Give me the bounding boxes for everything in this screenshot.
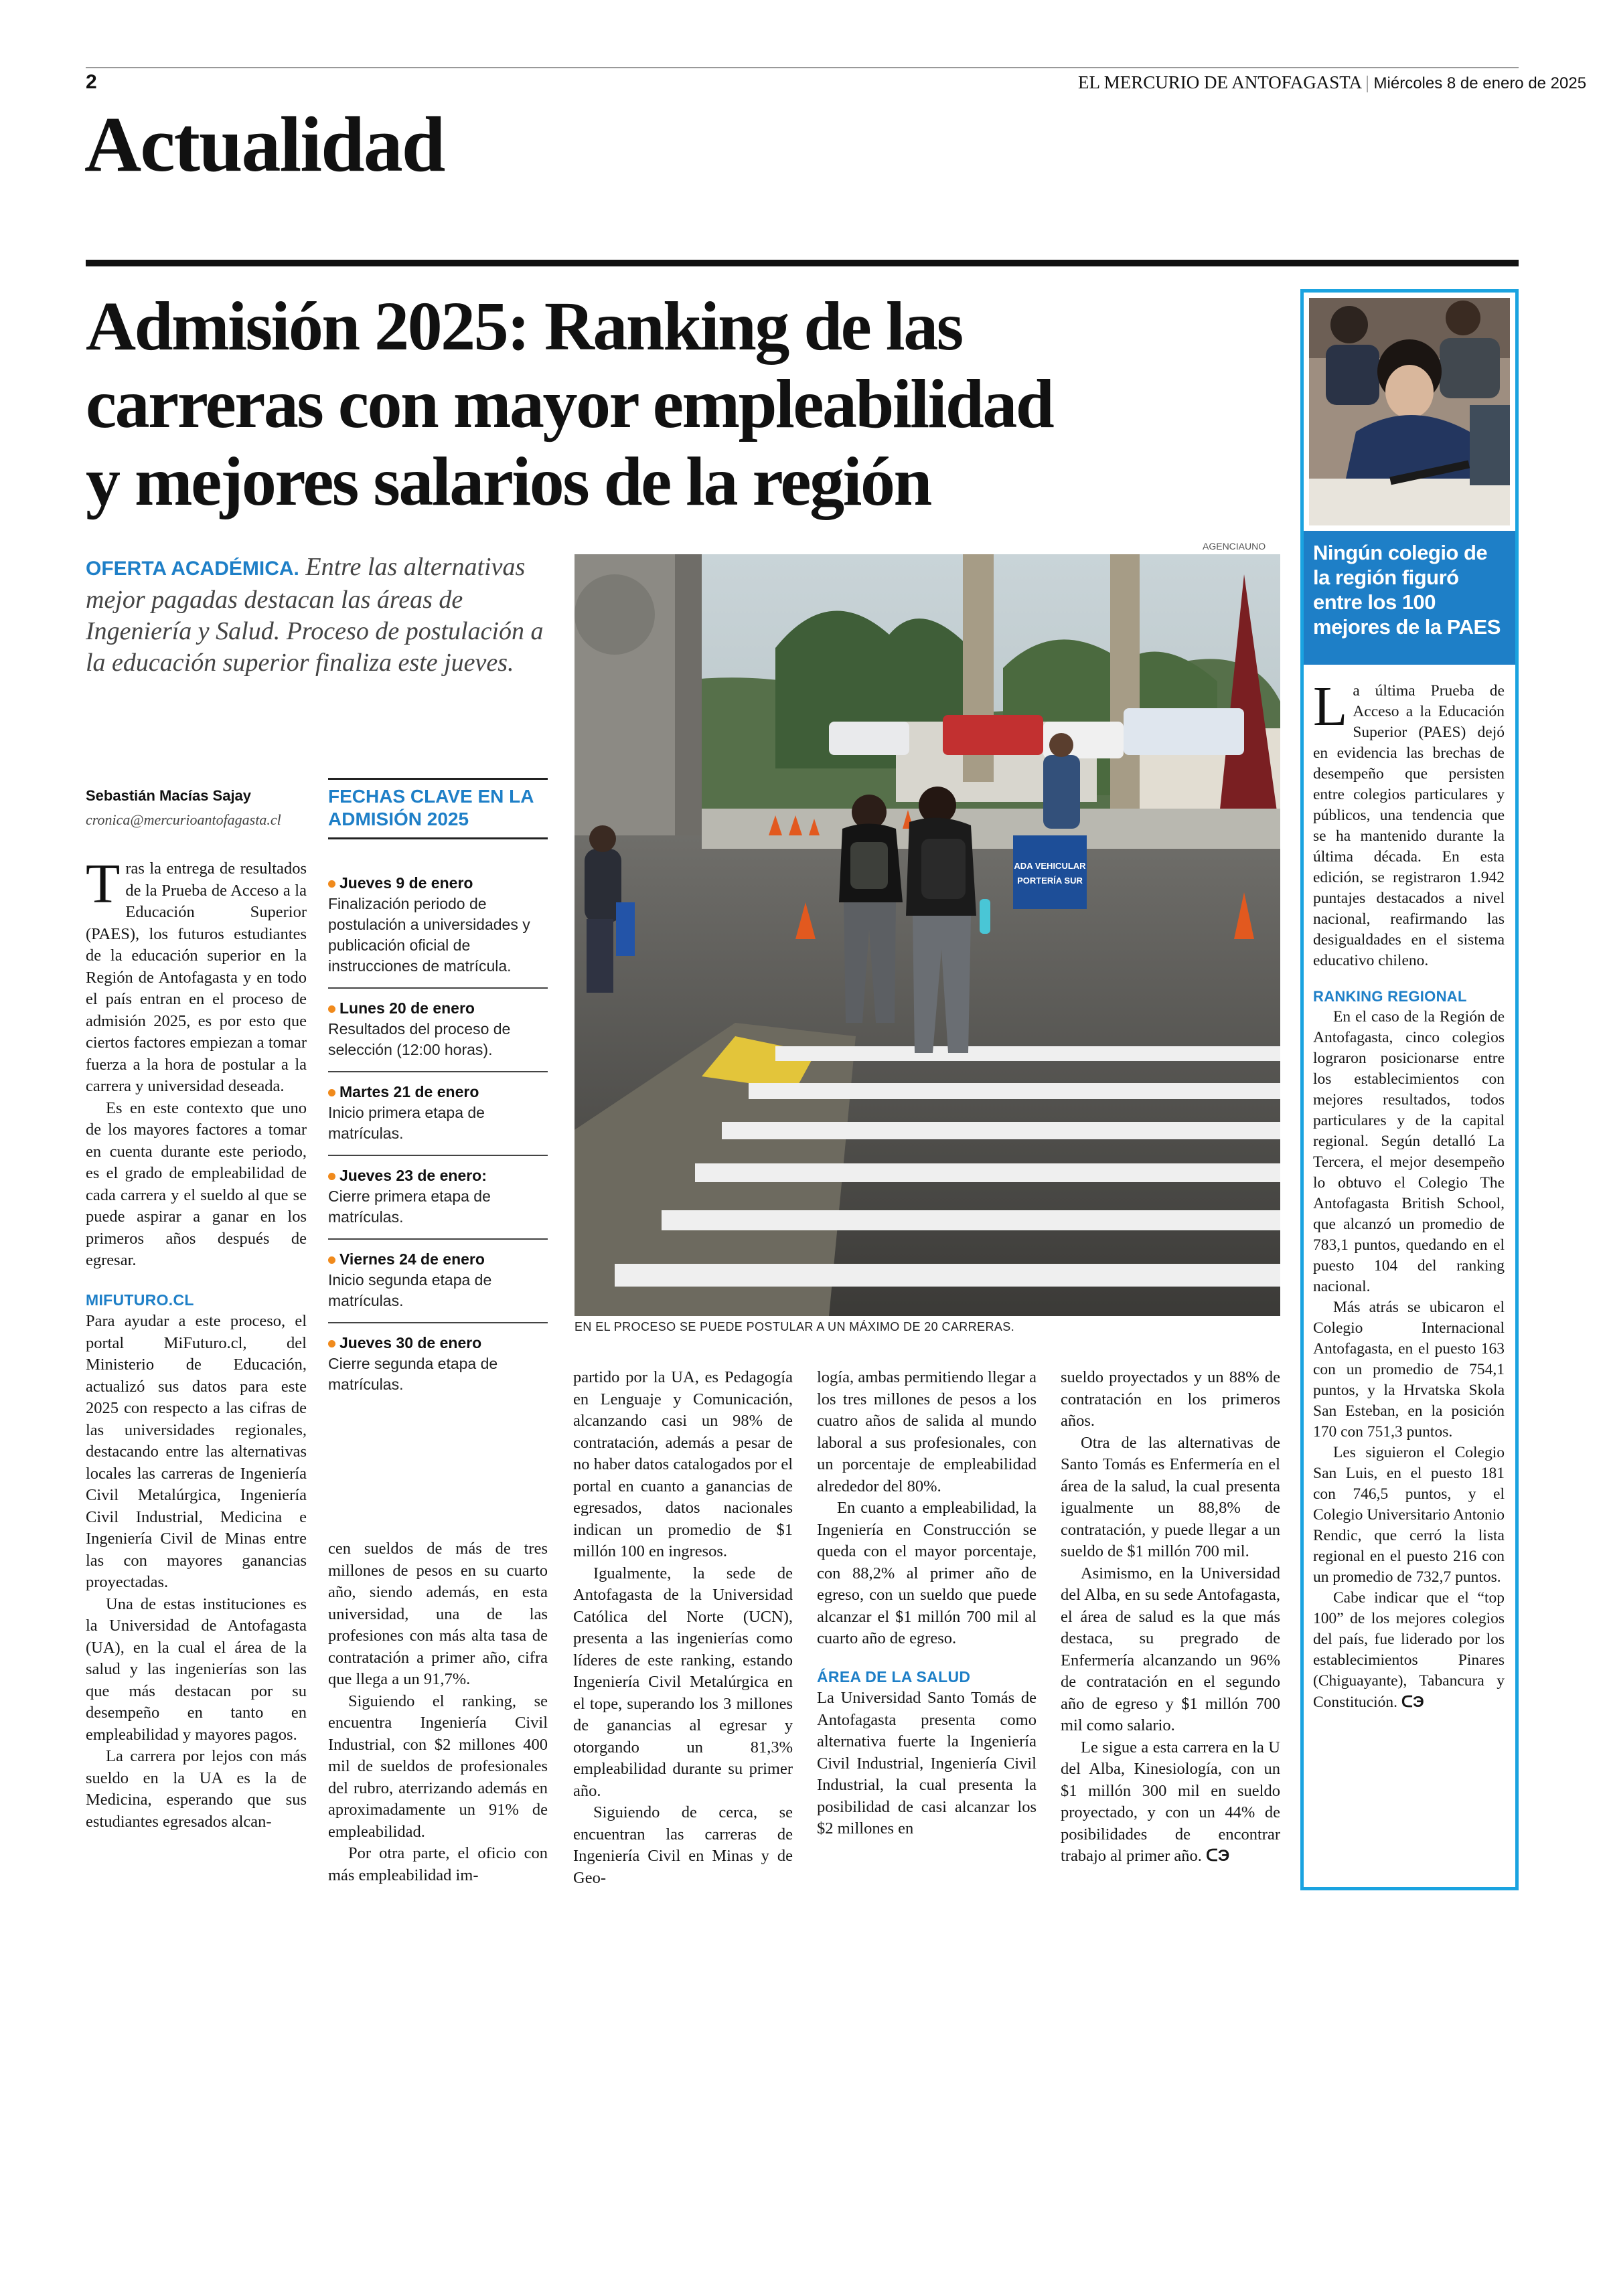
- col5-paragraph-3: Asimismo, en la Universidad del Alba, en su sede Antofagasta, el área de salud es la que más destaca, su pregrado de Enfermería alcanzando un 96% de contratación en el segundo año de egreso y $1 millón 700 mil como salario.: [1061, 1564, 1280, 1734]
- sidebar-paragraph-2: En el caso de la Región de Antofagasta, cinco colegios lograron posicionarse entre los establecimientos con mejores resultados, todos particulares y de la capital regional. Según detalló La Tercera, el mejor desempeño lo obtuvo el Colegio The Antofagasta British School, que alcanzó un promedio de 783,1 puntos, quedando en el puesto 104 del ranking nacional.: [1313, 1008, 1505, 1295]
- sidebar-text: [1313, 675, 1505, 1713]
- subhead-ranking-regional: RANKING REGIONAL: [1313, 988, 1467, 1005]
- lead-text: Entre las alternativas mejor pagadas destacan las áreas de Ingeniería y Salud. Proceso de postulación a la educación superior finaliza este jueves.: [86, 553, 544, 677]
- photo-caption: EN EL PROCESO SE PUEDE POSTULAR A UN MÁXIMO DE 20 CARRERAS.: [575, 1320, 1015, 1333]
- col3-paragraph-2: Igualmente, la sede de Antofagasta de la Universidad Católica del Norte (UCN), presenta a las ingenierías como líderes de este ranking, estando Ingeniería Civil Metalúrgica en el tope, superando los 3 millones de ganancias al egresar y otorgando un 81,3% empleabilidad durante su primer año.: [573, 1564, 793, 1800]
- col1-paragraph-2: Es en este contexto que uno de los mayores factores a tomar en cuenta durante este periodo, es el grado de empleabilidad de cada carrera y el sueldo al que se puede aspirar a ganar en los primeros años después de egresar.: [86, 1098, 307, 1269]
- fecha-item: Jueves 23 de enero: Cierre primera etapa de matrículas.: [328, 1156, 548, 1240]
- fecha-item: Martes 21 de enero Inicio primera etapa de matrículas.: [328, 1072, 548, 1156]
- main-photo: [575, 554, 1280, 1316]
- fechas-title-line-1: FECHAS CLAVE EN LA: [328, 786, 534, 807]
- col3-paragraph-3: Siguiendo de cerca, se encuentran las carreras de Ingeniería Civil en Minas y de Geo-: [573, 1803, 793, 1887]
- publication-name: EL MERCURIO DE ANTOFAGASTA: [1078, 72, 1361, 92]
- fecha-item: Lunes 20 de enero Resultados del proceso de selección (12:00 horas).: [328, 989, 548, 1072]
- sidebar-title: Ningún colegio de la región figuró entre los 100 mejores de la PAES: [1313, 541, 1501, 639]
- fechas-clave-box: [328, 778, 548, 1406]
- col4-paragraph-3: La Universidad Santo Tomás de Antofagasta presenta como alternativa fuerte la Ingeniería Civil Industrial, Ingeniería Civil Industrial, la cual presenta la posibilidad de casi alcanzar los $2 millones en: [817, 1689, 1037, 1837]
- author-email: cronica@mercurioantofagasta.cl: [86, 811, 281, 828]
- col2-paragraph-1: cen sueldos de más de tres millones de pesos en su cuarto año, siendo además, en esta universidad, una de las profesiones con más alta tasa de contratación a primer año, cifra que llega a un 91,7%.: [328, 1540, 548, 1688]
- headline-line-1: Admisión 2025: Ranking de las: [86, 288, 962, 365]
- sign-line-2: PORTERÍA SUR: [1017, 876, 1083, 886]
- top-rule: [86, 67, 1519, 68]
- bullet-dot-icon: [328, 1089, 335, 1096]
- fecha-item: Viernes 24 de enero Inicio segunda etapa de matrículas.: [328, 1240, 548, 1323]
- sidebar-box: [1300, 289, 1519, 1890]
- column-2: [328, 1538, 548, 1886]
- bullet-dot-icon: [328, 1340, 335, 1347]
- sidebar-photo: [1309, 298, 1510, 525]
- sidebar-paragraph-3: Más atrás se ubicaron el Colegio Internacional Antofagasta, en el puesto 163 con un promedio de 754,1 puntos, y la Hrvatska Skola San Esteban, en la posición 170 con 751,3 puntos.: [1313, 1299, 1505, 1441]
- dropcap: T: [86, 853, 121, 915]
- col5-paragraph-2: Otra de las alternativas de Santo Tomás es Enfermería en el área de la salud, la cual presenta igualmente un 88,8% de contratación, y puede llegar a un sueldo de $1 millón 700 mil.: [1061, 1433, 1280, 1560]
- col1-paragraph-4: Una de estas instituciones es la Universidad de Antofagasta (UA), en la cual el área de la salud y las ingenierías son las que más destacan por su desempeño en tanto en empleabilidad y mayores pagos.: [86, 1594, 307, 1744]
- end-mark-icon: ᑕЭ: [1206, 1847, 1230, 1865]
- column-3: [573, 1367, 793, 1889]
- lead-label: OFERTA ACADÉMICA.: [86, 558, 299, 580]
- sidebar-dropcap: L: [1313, 675, 1348, 738]
- column-4: [817, 1367, 1037, 1840]
- photo-credit: AGENCIAUNO: [1203, 541, 1266, 552]
- col5-paragraph-1: sueldo proyectados y un 88% de contratación en los primeros años.: [1061, 1368, 1280, 1430]
- sign-line-1: ADA VEHICULAR: [1014, 861, 1086, 871]
- headline-line-2: carreras con mayor empleabilidad: [86, 365, 1053, 442]
- sidebar-paragraph-4: Les siguieron el Colegio San Luis, en el puesto 181 con 746,5 puntos, y el Colegio Universitario Antonio Rendic, que cerró la lista regional en el puesto 216 con un promedio de 732,7 puntos.: [1313, 1444, 1505, 1586]
- col4-paragraph-1: logía, ambas permitiendo llegar a los tres millones de pesos a los cuatro años de salida al mundo laboral a sus profesionales, con un porcentaje de empleabilidad alrededor del 80%.: [817, 1368, 1037, 1495]
- section-rule: [86, 260, 1519, 266]
- col4-paragraph-2: En cuanto a empleabilidad, la Ingeniería en Construcción se queda con el mayor porcentaje, con 88,2% al primer año de egreso, con un sueldo que puede alcanzar el $1 millón 700 mil al cuarto año de egreso.: [817, 1499, 1037, 1647]
- publication-date: Miércoles 8 de enero de 2025: [1373, 74, 1587, 92]
- col1-paragraph-3: Para ayudar a este proceso, el portal MiFuturo.cl, del Ministerio de Educación, actualizó sus datos para este 2025 con respecto a las cifras de las universidades regionales, destacando entre las alternativas locales las carreras de Ingeniería Civil Metalúrgica, Ingeniería Civil Industrial, Medicina e Ingeniería Civil de Minas entre las con mayores ganancias proyectadas.: [86, 1312, 307, 1591]
- col1-paragraph-1: Tras la entrega de resultados de la Prueba de Acceso a la Educación Superior (PAES), los futuros estudiantes de la educación superior en la Región de Antofagasta y en todo el país entran en el proceso de admisión 2025, es por esto que ciertos factores empiezan a tomar fuerza a la hora de postular a la carrera y universidad deseada.: [86, 853, 307, 1095]
- col5-paragraph-4: Le sigue a esta carrera en la U del Alba, Kinesiología, con un $1 millón 300 mil en sueldo proyectado, y con un 44% de posibilidades de encontrar trabajo al primer año. ᑕЭ: [1061, 1738, 1280, 1865]
- column-1: [86, 853, 307, 1833]
- column-5: [1061, 1367, 1280, 1868]
- fecha-item: Jueves 9 de enero Finalización periodo de postulación a universidades y publicación oficial de instrucciones de matrícula.: [328, 864, 548, 989]
- lead: [86, 552, 548, 679]
- bullet-dot-icon: [328, 1256, 335, 1264]
- page-number: 2: [86, 71, 97, 93]
- sidebar-paragraph-1: La última Prueba de Acceso a la Educación Superior (PAES) dejó en evidencia las brechas de desempeño que persisten entre colegios particulares y públicos, una tendencia que se ha mantenido durante la última década. En esta edición, se registraron 1.942 puntajes destacados a nivel nacional, reafirmando las desigualdades en el sistema educativo chileno.: [1313, 675, 1505, 969]
- masthead: EL MERCURIO DE ANTOFAGASTA | Miércoles 8 de enero de 2025: [1078, 72, 1587, 92]
- col1-paragraph-5: La carrera por lejos con más sueldo en la UA es la de Medicina, esperando que sus estudiantes egresados alcan-: [86, 1747, 307, 1831]
- subhead-area-salud: ÁREA DE LA SALUD: [817, 1667, 971, 1686]
- students-exam-photo-illustration: [1309, 298, 1510, 525]
- fecha-item: Jueves 30 de enero Cierre segunda etapa de matrículas.: [328, 1334, 498, 1393]
- author: Sebastián Macías Sajay: [86, 787, 252, 804]
- headline-line-3: y mejores salarios de la región: [86, 443, 931, 520]
- fechas-title: [328, 778, 548, 839]
- section-title: Actualidad: [84, 100, 445, 188]
- col3-paragraph-1: partido por la UA, es Pedagogía en Lenguaje y Comunicación, alcanzando casi un 98% de contratación, además a pesar de no haber datos catalogados por el portal en cuanto a ganancias de egresados, datos nacionales indican un promedio de $1 millón 100 en ingresos.: [573, 1368, 793, 1560]
- bullet-dot-icon: [328, 880, 335, 888]
- sidebar-title-band: [1304, 531, 1515, 665]
- headline: [86, 288, 1291, 521]
- bullet-dot-icon: [328, 1173, 335, 1180]
- crosswalk-photo-illustration: [575, 554, 1280, 1316]
- col2-paragraph-3: Por otra parte, el oficio con más empleabilidad im-: [328, 1844, 548, 1884]
- sidebar-paragraph-5: Cabe indicar que el “top 100” de los mejores colegios del país, fue liderado por los establecimientos Pinares (Chiguayante), Tabancura y Constitución. ᑕЭ: [1313, 1589, 1505, 1711]
- col2-paragraph-2: Siguiendo el ranking, se encuentra Ingeniería Civil Industrial, con $2 millones 400 mil de sueldos de profesionales del rubro, aterrizando además en aproximadamente un 91% de empleabilidad.: [328, 1692, 548, 1841]
- bullet-dot-icon: [328, 1005, 335, 1013]
- subhead-mifuturo: MIFUTURO.CL: [86, 1291, 194, 1309]
- fechas-title-line-2: ADMISIÓN 2025: [328, 809, 469, 829]
- sidebar-end-mark-icon: ᑕЭ: [1401, 1693, 1424, 1710]
